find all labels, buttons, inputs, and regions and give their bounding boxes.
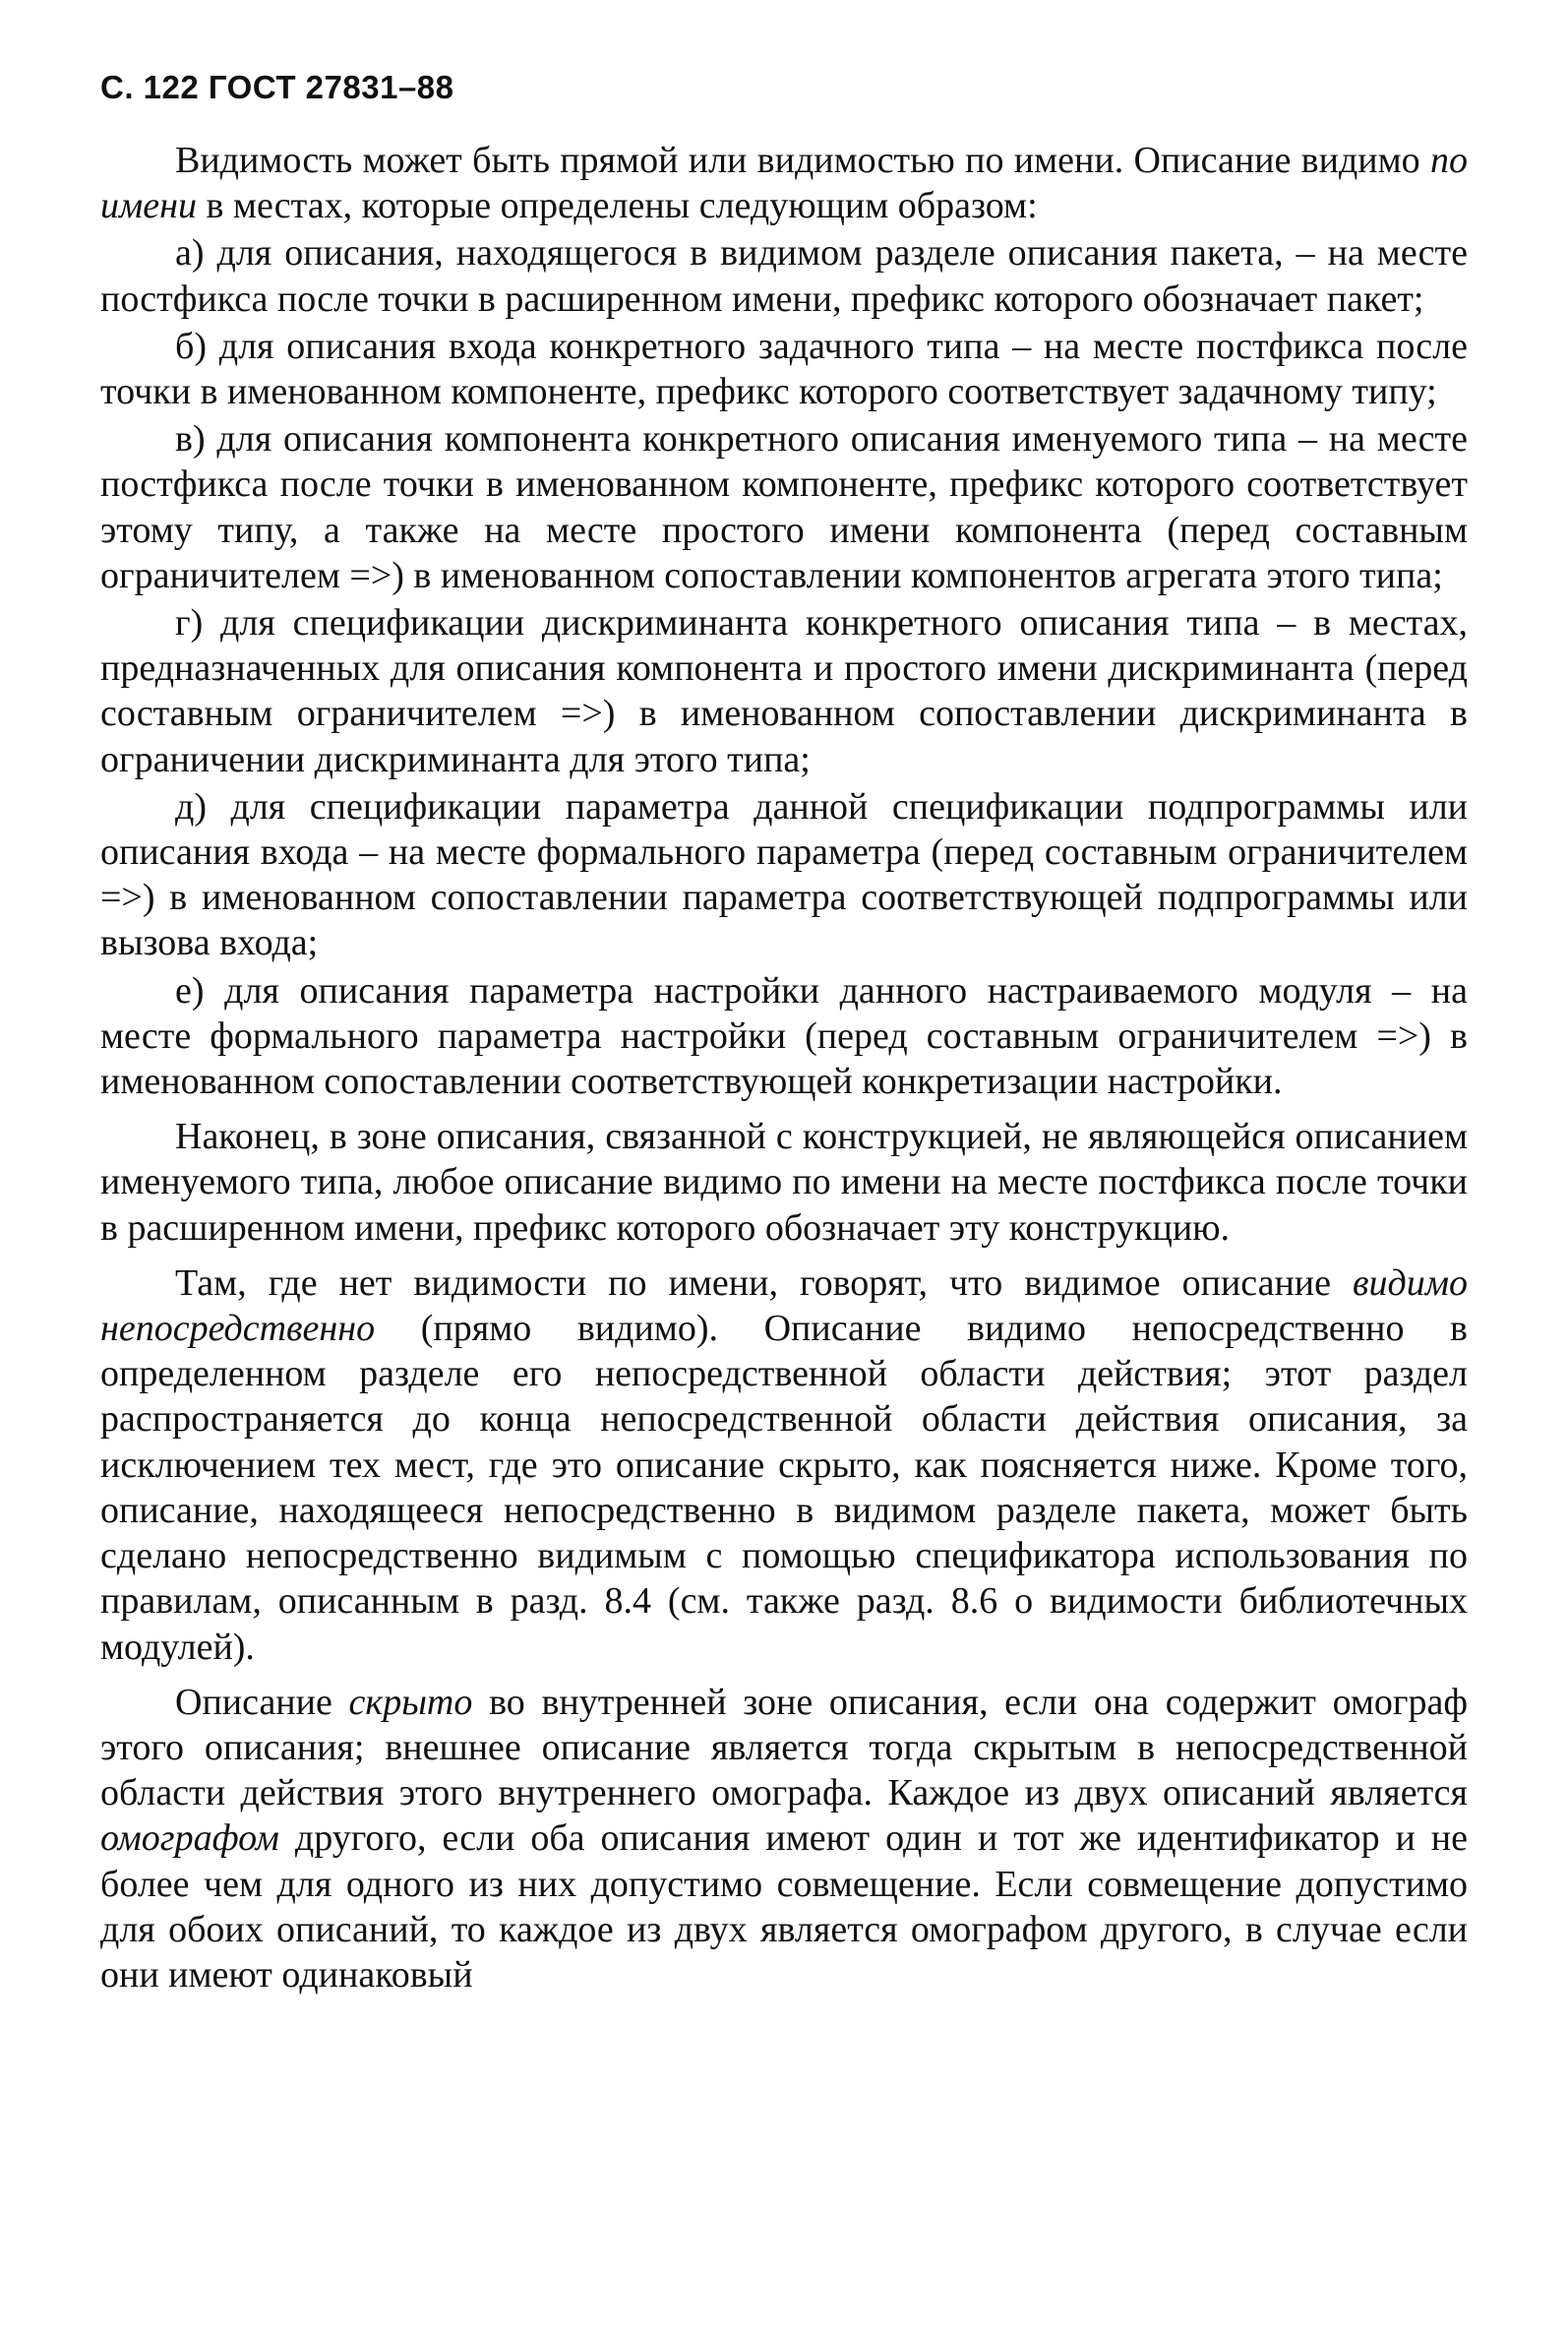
list-item-b: б) для описания входа конкретного задачного типа – на месте постфикса после точки в именованном компоненте, префикс которого соответствует задачному типу; [100,325,1468,413]
paragraph-hidden: Описание скрыто во внутренней зоне описания, если она содержит омограф этого описания; внешнее описание является тогда скрытым в непосредственной области действия этого внутреннего омографа. Каждое из двух описаний является омографом другого, если оба описания имеют один и тот же идентификатор и не более чем для одного из них допустимо совмещение. Если совмещение допустимо для обоих описаний, то каждое из двух является омографом другого, в случае если они имеют одинаковый [100,1681,1468,1996]
body-text [100,138,1468,1997]
term-by-name: по имени [100,140,1468,227]
list-item-e: е) для описания параметра настройки данного настраиваемого модуля – на месте формального параметра настройки (перед составным ограничителем =>) в именованном сопоставлении соответствующей конкретизации настройки. [100,969,1468,1103]
term-homograph: омографом [100,1817,279,1860]
list-item-v: в) для описания компонента конкретного описания именуемого типа – на месте постфикса после точки в именованном компоненте, префикс которого соответствует этому типу, а также на месте простого имени компонента (перед составным ограничителем =>) в именованном сопоставлении компонентов агрегата этого типа; [100,418,1468,596]
list-item-g: г) для спецификации дискриминанта конкретного описания типа – в местах, предназначенных для описания компонента и простого имени дискриминанта (перед составным ограничителем =>) в именованном сопоставлении дискриминанта в ограничении дискриминанта для этого типа; [100,602,1468,780]
list-item-a: а) для описания, находящегося в видимом разделе описания пакета, – на месте постфикса после точки в расширенном имени, префикс которого обозначает пакет; [100,232,1468,320]
page-header: С. 122 ГОСТ 27831–88 [100,69,454,105]
term-hidden: скрыто [348,1681,473,1723]
list-item-d: д) для спецификации параметра данной спецификации подпрограммы или описания входа – на месте формального параметра (перед составным ограничителем =>) в именованном сопоставлении параметра соответствующей подпрограммы или вызова входа; [100,785,1468,964]
paragraph-finally: Наконец, в зоне описания, связанной с конструкцией, не являющейся описанием именуемого типа, любое описание видимо по имени на месте постфикса после точки в расширенном имени, префикс которого обозначает эту конструкцию. [100,1116,1468,1249]
paragraph-visibility-intro: Видимость может быть прямой или видимостью по имени. Описание видимо по имени в местах, которые определены следующим образом: [100,140,1468,227]
term-directly-visible: видимо непосредственно [100,1261,1468,1350]
paragraph-direct-visibility: Там, где нет видимости по имени, говорят, что видимое описание видимо непосредственно (прямо видимо). Описание видимо непосредственно в определенном разделе его непосредственной области действия; этот раздел распространяется до конца непосредственной области действия описания, за исключением тех мест, где это описание скрыто, как поясняется ниже. Кроме того, описание, находящееся непосредственно в видимом разделе пакета, может быть сделано непосредственно видимым с помощью спецификатора использования по правилам, описанным в разд. 8.4 (см. также разд. 8.6 о видимости библиотечных модулей). [100,1261,1468,1668]
